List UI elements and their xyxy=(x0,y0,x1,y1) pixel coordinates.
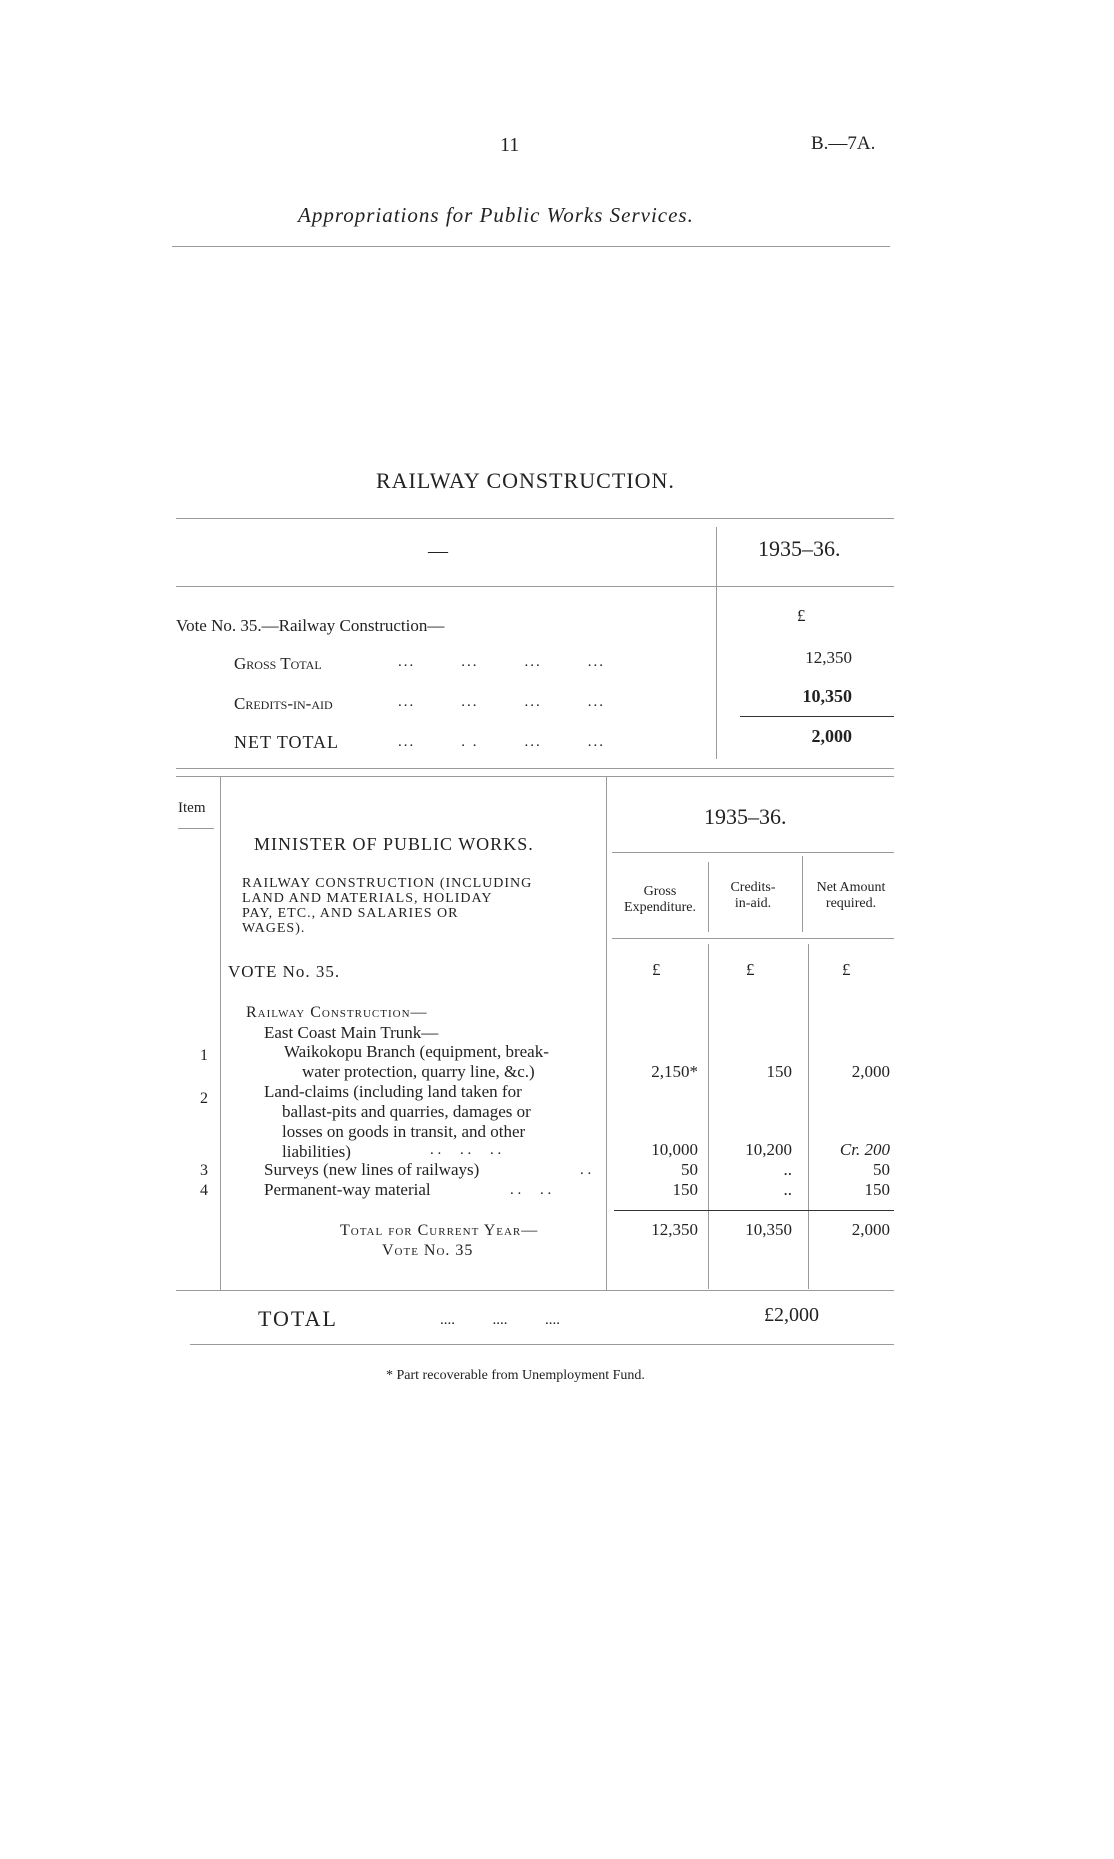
minister-heading: MINISTER OF PUBLIC WORKS. xyxy=(254,834,534,854)
item-number: 1 xyxy=(200,1047,208,1064)
credits-in-aid-label: Credits-in-aid xyxy=(234,694,333,713)
description-line: LAND AND MATERIALS, HOLIDAY xyxy=(242,891,493,906)
credits-underline xyxy=(740,716,894,717)
header-line: Expenditure. xyxy=(624,900,696,915)
gross-currency: £ xyxy=(652,960,661,979)
gross-column-divider xyxy=(708,944,709,1289)
item-credits: 10,200 xyxy=(745,1140,792,1159)
column-header-rule xyxy=(612,938,894,939)
item-number: 2 xyxy=(200,1090,208,1107)
gross-total-label: Gross Total xyxy=(234,654,322,673)
description-line: Waikokopu Branch (equipment, break- xyxy=(284,1042,549,1061)
credits-in-aid-dots: ... ... ... ... xyxy=(398,694,605,710)
item-net: Cr. 200 xyxy=(839,1140,890,1159)
net-amount-header xyxy=(806,880,896,912)
item-dots: . . xyxy=(580,1162,592,1178)
item-gross: 150 xyxy=(672,1180,698,1199)
totals-rule xyxy=(614,1210,894,1211)
vote-label: Vote No. 35.—Railway Construction— xyxy=(176,616,445,635)
summary-top-rule xyxy=(176,518,894,519)
grand-total-dots: .... .... .... xyxy=(440,1312,560,1328)
description-line: liabilities) xyxy=(282,1142,351,1161)
credits-column-divider xyxy=(808,944,809,1289)
grand-total-value: £2,000 xyxy=(764,1304,819,1326)
net-total-label: NET TOTAL xyxy=(234,732,340,752)
description-column-divider xyxy=(606,776,607,1290)
section-title: RAILWAY CONSTRUCTION. xyxy=(376,468,675,493)
credits-column-divider-top xyxy=(802,856,803,932)
description-line: Land-claims (including land taken for xyxy=(264,1082,522,1101)
summary-dash: — xyxy=(428,540,448,562)
item-number: 4 xyxy=(200,1182,208,1199)
item-gross: 10,000 xyxy=(651,1140,698,1159)
item-column-divider xyxy=(220,776,221,1290)
item-credits: .. xyxy=(783,1180,792,1199)
item-header-underline xyxy=(178,828,214,829)
item-column-header: Item xyxy=(178,800,206,816)
description-line: PAY, ETC., AND SALARIES OR xyxy=(242,906,459,921)
header-line: Net Amount xyxy=(816,880,886,895)
header-line: Gross xyxy=(643,884,677,899)
credits-currency: £ xyxy=(746,960,755,979)
item-dots: . . . . xyxy=(510,1182,552,1198)
header-rule xyxy=(172,246,890,247)
detail-top-rule xyxy=(176,776,894,777)
gross-expenditure-header xyxy=(610,884,710,916)
item-net: 50 xyxy=(873,1160,890,1179)
summary-bottom-rule xyxy=(176,768,894,769)
grand-total-rule xyxy=(190,1344,894,1345)
credits-in-aid-value: 10,350 xyxy=(802,686,852,706)
document-reference: B.—7A. xyxy=(811,133,876,154)
item-description xyxy=(284,1042,549,1082)
vote-heading: VOTE No. 35. xyxy=(228,962,341,981)
item-description: Surveys (new lines of railways) xyxy=(264,1160,480,1179)
item-net: 150 xyxy=(864,1180,890,1199)
detail-year: 1935–36. xyxy=(704,804,787,829)
description-line: losses on goods in transit, and other xyxy=(282,1122,526,1141)
description-line: WAGES). xyxy=(242,921,306,936)
page-number: 11 xyxy=(500,134,520,156)
total-credits: 10,350 xyxy=(745,1220,792,1239)
summary-year: 1935–36. xyxy=(758,536,841,561)
item-credits: 150 xyxy=(766,1062,792,1081)
total-gross: 12,350 xyxy=(651,1220,698,1239)
subgroup-heading: East Coast Main Trunk— xyxy=(264,1023,439,1042)
footnote: * Part recoverable from Unemployment Fund. xyxy=(386,1368,645,1383)
net-total-dots: ... . . ... ... xyxy=(398,734,605,750)
summary-currency: £ xyxy=(797,606,806,625)
total-vote-label: Vote No. 35 xyxy=(382,1242,474,1259)
grand-total-label: TOTAL xyxy=(258,1306,338,1331)
summary-column-divider xyxy=(716,527,717,759)
description-line: RAILWAY CONSTRUCTION (INCLUDING xyxy=(242,876,533,891)
description-line: ballast-pits and quarries, damages or xyxy=(282,1102,531,1121)
header-line: Credits- xyxy=(730,880,776,895)
item-net: 2,000 xyxy=(851,1062,890,1081)
gross-column-divider-top xyxy=(708,862,709,932)
header-line: required. xyxy=(825,896,877,911)
net-currency: £ xyxy=(842,960,851,979)
item-description: Permanent-way material xyxy=(264,1180,431,1199)
year-underline xyxy=(612,852,894,853)
summary-header-rule xyxy=(176,586,894,587)
running-title: Appropriations for Public Works Services. xyxy=(298,203,694,227)
item-gross: 50 xyxy=(681,1160,698,1179)
item-gross: 2,150* xyxy=(651,1062,698,1081)
item-number: 3 xyxy=(200,1162,208,1179)
gross-total-dots: ... ... ... ... xyxy=(398,654,605,670)
total-net: 2,000 xyxy=(851,1220,890,1239)
item-dots: . . . . . . xyxy=(430,1142,502,1158)
header-line: in-aid. xyxy=(734,896,772,911)
net-total-value: 2,000 xyxy=(811,726,852,746)
vote-description xyxy=(242,876,588,936)
item-credits: .. xyxy=(783,1160,792,1179)
credits-in-aid-header xyxy=(712,880,794,912)
gross-total-value: 12,350 xyxy=(805,648,852,667)
description-line: water protection, quarry line, &c.) xyxy=(302,1062,535,1081)
detail-bottom-rule xyxy=(176,1290,894,1291)
total-current-year-label: Total for Current Year— xyxy=(340,1222,539,1239)
group-heading: Railway Construction— xyxy=(246,1004,428,1021)
